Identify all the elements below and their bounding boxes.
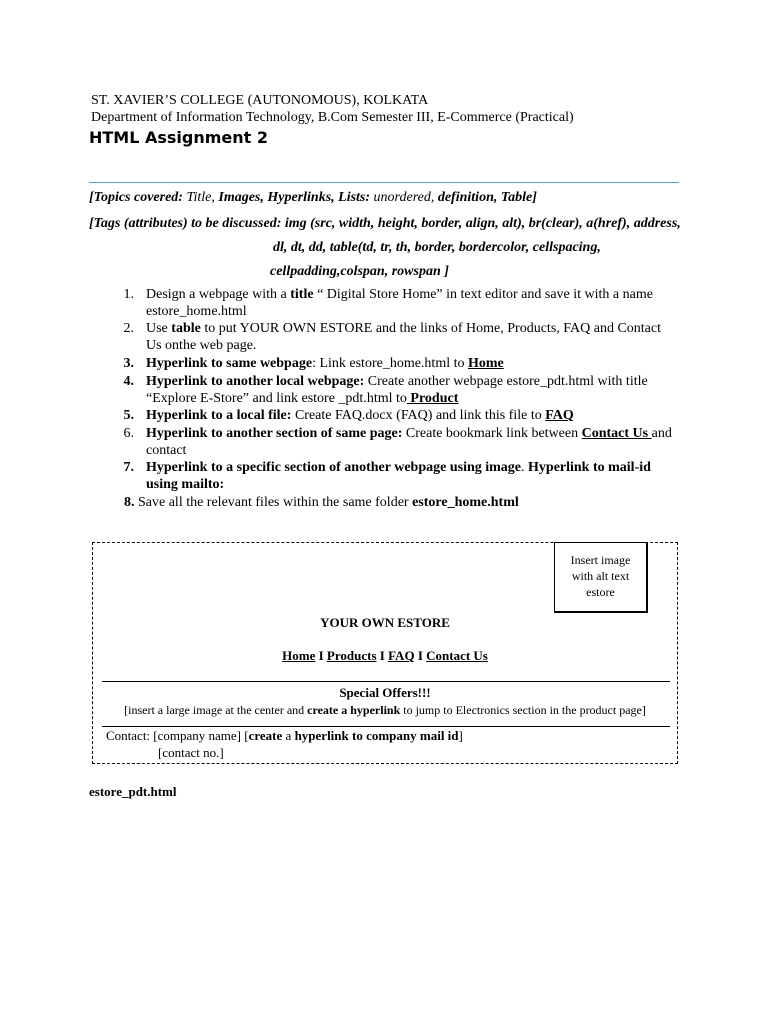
list-item-1-cont: estore_home.html — [146, 304, 247, 319]
item5-heading: Hyperlink to a local file: — [146, 408, 292, 423]
assignment-title: HTML Assignment 2 — [89, 128, 269, 147]
offers-note-hyperlink: create a hyperlink — [307, 703, 401, 717]
list-number-5: 5. — [123, 408, 134, 423]
list-number-7: 7. — [123, 460, 134, 475]
topics-open: [ — [89, 190, 94, 205]
offers-title: Special Offers!!! — [339, 685, 431, 700]
nav-faq-link[interactable]: FAQ — [388, 648, 415, 663]
list-item-2 — [146, 321, 661, 337]
item4-heading: Hyperlink to another local webpage: — [146, 374, 365, 389]
title-divider — [89, 182, 679, 183]
offers-note — [92, 703, 678, 718]
tags-line-2: dl, dt, dd, table(td, tr, th, border, bordercolor, cellspacing, — [273, 240, 601, 255]
list-item-4 — [146, 374, 648, 390]
image-placeholder-line-3: estore — [586, 585, 615, 599]
item8-text: Save all the relevant files within the same folder — [134, 495, 413, 510]
offers-note-c: to jump to Electronics section in the product page] — [400, 703, 646, 717]
item1-text-a: Design a webpage with a — [146, 287, 291, 302]
image-placeholder-line-2: with alt text — [571, 569, 630, 583]
item2-text-c: to put YOUR OWN ESTORE and the links of Home, Products, FAQ and Contact — [200, 321, 661, 336]
product-link[interactable]: Product — [406, 391, 459, 406]
item6-heading: Hyperlink to another section of same page: — [146, 426, 403, 441]
item4-text-c: “Explore E-Store” and link estore _pdt.html to — [146, 391, 407, 406]
store-nav — [92, 648, 678, 664]
nav-contact-link[interactable]: Contact Us — [426, 648, 488, 663]
contact-a: Contact: [company name] [ — [106, 728, 249, 743]
topics-rest: , Hyperlinks, Lists: — [260, 190, 371, 205]
list-item-8 — [124, 495, 519, 511]
nav-separator: I — [315, 648, 327, 663]
offers-top-rule — [102, 681, 670, 682]
topics-unordered: unordered, — [370, 190, 435, 205]
list-item-2-cont: Us onthe web page. — [146, 338, 257, 353]
list-item-6 — [146, 426, 672, 442]
topics-line — [89, 190, 537, 206]
tags-line-1: [Tags (attributes) to be discussed: img (src, width, height, border, align, alt), br(clear), a(href), address, — [89, 216, 681, 231]
contact-mail-link-text: hyperlink to company mail id — [294, 728, 459, 743]
list-item-6-cont: contact — [146, 443, 187, 458]
item7-heading: Hyperlink to a specific section of another webpage using image — [146, 460, 522, 475]
list-item-5 — [146, 408, 574, 424]
nav-separator: I — [376, 648, 389, 663]
tags-line-3: cellpadding,colspan, rowspan ] — [270, 264, 449, 279]
contact-top-rule — [102, 726, 670, 727]
list-item-7 — [146, 460, 651, 476]
contact-e: ] — [458, 728, 463, 743]
list-number-2: 2. — [123, 321, 134, 336]
contact-line — [106, 728, 463, 744]
department-line: Department of Information Technology, B.Com Semester III, E-Commerce (Practical) — [91, 110, 574, 125]
image-placeholder-line-1: Insert image — [570, 553, 631, 567]
estore-pdt-heading: estore_pdt.html — [89, 784, 177, 799]
item6-text: Create bookmark link between — [402, 426, 582, 441]
topics-label: Topics covered: — [93, 190, 183, 205]
contact-create: create — [248, 728, 283, 743]
list-item-3 — [146, 356, 504, 372]
topics-title: Title, — [182, 190, 215, 205]
nav-home-link[interactable]: Home — [282, 648, 316, 663]
item3-text: : Link estore_home.html to — [312, 356, 468, 371]
nav-separator: I — [414, 648, 427, 663]
offers-note-a: [insert a large image at the center and — [124, 703, 308, 717]
faq-link[interactable]: FAQ — [545, 408, 574, 423]
list-number-1: 1. — [123, 287, 134, 302]
item1-title-word: title — [290, 287, 314, 302]
image-placeholder — [554, 542, 648, 613]
list-item-7-cont: using mailto: — [146, 477, 225, 492]
item3-heading: Hyperlink to same webpage — [146, 356, 313, 371]
list-number-4: 4. — [123, 374, 134, 389]
item6-and: and — [651, 426, 672, 441]
item2-table-word: table — [171, 321, 201, 336]
home-link[interactable]: Home — [467, 356, 504, 371]
contact-number: [contact no.] — [158, 745, 224, 760]
list-item-4-cont — [146, 391, 458, 407]
nav-products-link[interactable]: Products — [326, 648, 377, 663]
item5-text: Create FAQ.docx (FAQ) and link this file to — [291, 408, 546, 423]
college-name: ST. XAVIER’S COLLEGE (AUTONOMOUS), KOLKATA — [91, 93, 429, 108]
list-number-8: 8. — [124, 495, 135, 510]
list-number-3: 3. — [123, 356, 134, 371]
item1-text-c: “ Digital Store Home” in text editor and save it with a name — [313, 287, 653, 302]
item8-filename: estore_home.html — [412, 495, 519, 510]
topics-images: Images — [214, 190, 261, 205]
item2-text-a: Use — [146, 321, 172, 336]
contact-c: a — [282, 728, 295, 743]
item4-text: Create another webpage estore_pdt.html with title — [364, 374, 648, 389]
item7-sep: . — [521, 460, 529, 475]
list-number-6: 6. — [123, 426, 134, 441]
list-item-1 — [146, 287, 653, 303]
topics-tail: definition, Table] — [434, 190, 537, 205]
contact-us-link[interactable]: Contact Us — [581, 426, 652, 441]
store-name: YOUR OWN ESTORE — [320, 615, 450, 630]
item7-mail-heading: Hyperlink to mail-id — [528, 460, 651, 475]
